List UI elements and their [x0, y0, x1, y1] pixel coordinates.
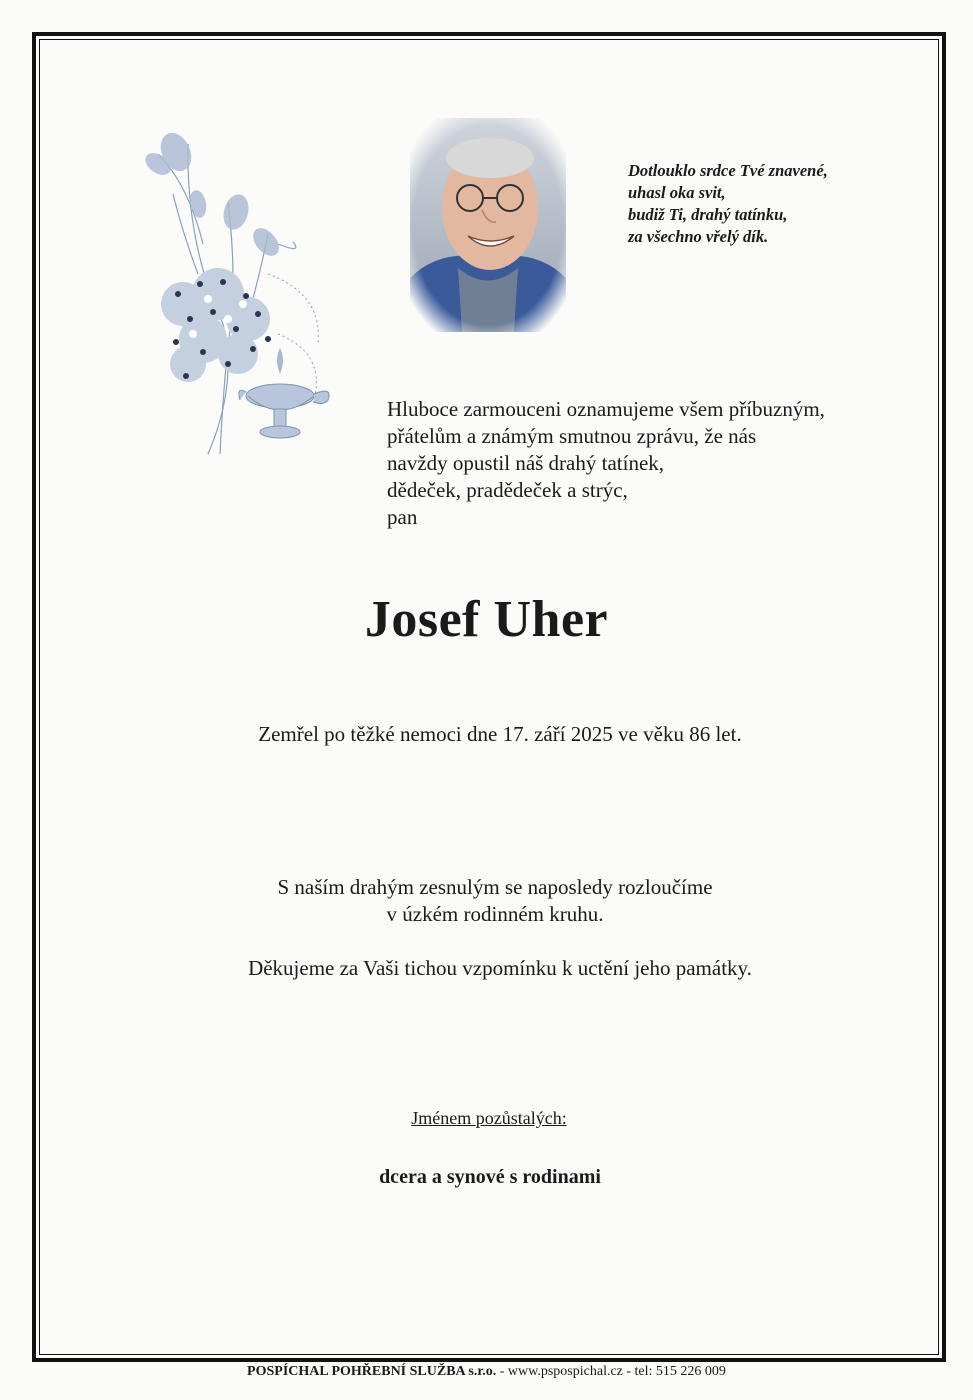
- announcement-line: pan: [387, 505, 418, 529]
- announcement-line: dědeček, pradědeček a strýc,: [387, 478, 628, 502]
- farewell: [0, 874, 973, 928]
- behalf-names: dcera a synové s rodinami: [379, 1166, 601, 1188]
- farewell-line: v úzkém rodinném kruhu.: [386, 902, 604, 926]
- poem-line: Dotlouklo srdce Tvé znavené,: [628, 161, 828, 180]
- announcement-line: přátelům a známým smutnou zprávu, že nás: [387, 424, 757, 448]
- announcement: [387, 396, 907, 531]
- poem-line: budiž Ti, drahý tatínku,: [628, 205, 788, 224]
- flower-lamp-illustration: [128, 124, 340, 464]
- footer-company: POSPÍCHAL POHŘEBNÍ SLUŽBA s.r.o.: [247, 1364, 497, 1379]
- footer: [0, 1364, 973, 1380]
- portrait-photo: [410, 118, 566, 332]
- footer-contact: - www.pspospichal.cz - tel: 515 226 009: [496, 1364, 726, 1379]
- poem: [628, 160, 928, 248]
- deceased-name: Josef Uher: [364, 591, 609, 648]
- death-note: Zemřel po těžké nemoci dne 17. září 2025 ve věku 86 let.: [258, 722, 742, 746]
- flower-icon: [128, 124, 340, 464]
- announcement-line: navždy opustil náš drahý tatínek,: [387, 451, 665, 475]
- poem-line: uhasl oka svit,: [628, 183, 726, 202]
- farewell-line: S naším drahým zesnulým se naposledy rozloučíme: [277, 875, 713, 899]
- behalf-label: Jménem pozůstalých:: [411, 1108, 567, 1128]
- announcement-line: Hluboce zarmouceni oznamujeme všem příbuzným,: [387, 397, 825, 421]
- poem-line: za všechno vřelý dík.: [628, 227, 769, 246]
- thanks-note: Děkujeme za Vaši tichou vzpomínku k uctění jeho památky.: [248, 956, 752, 980]
